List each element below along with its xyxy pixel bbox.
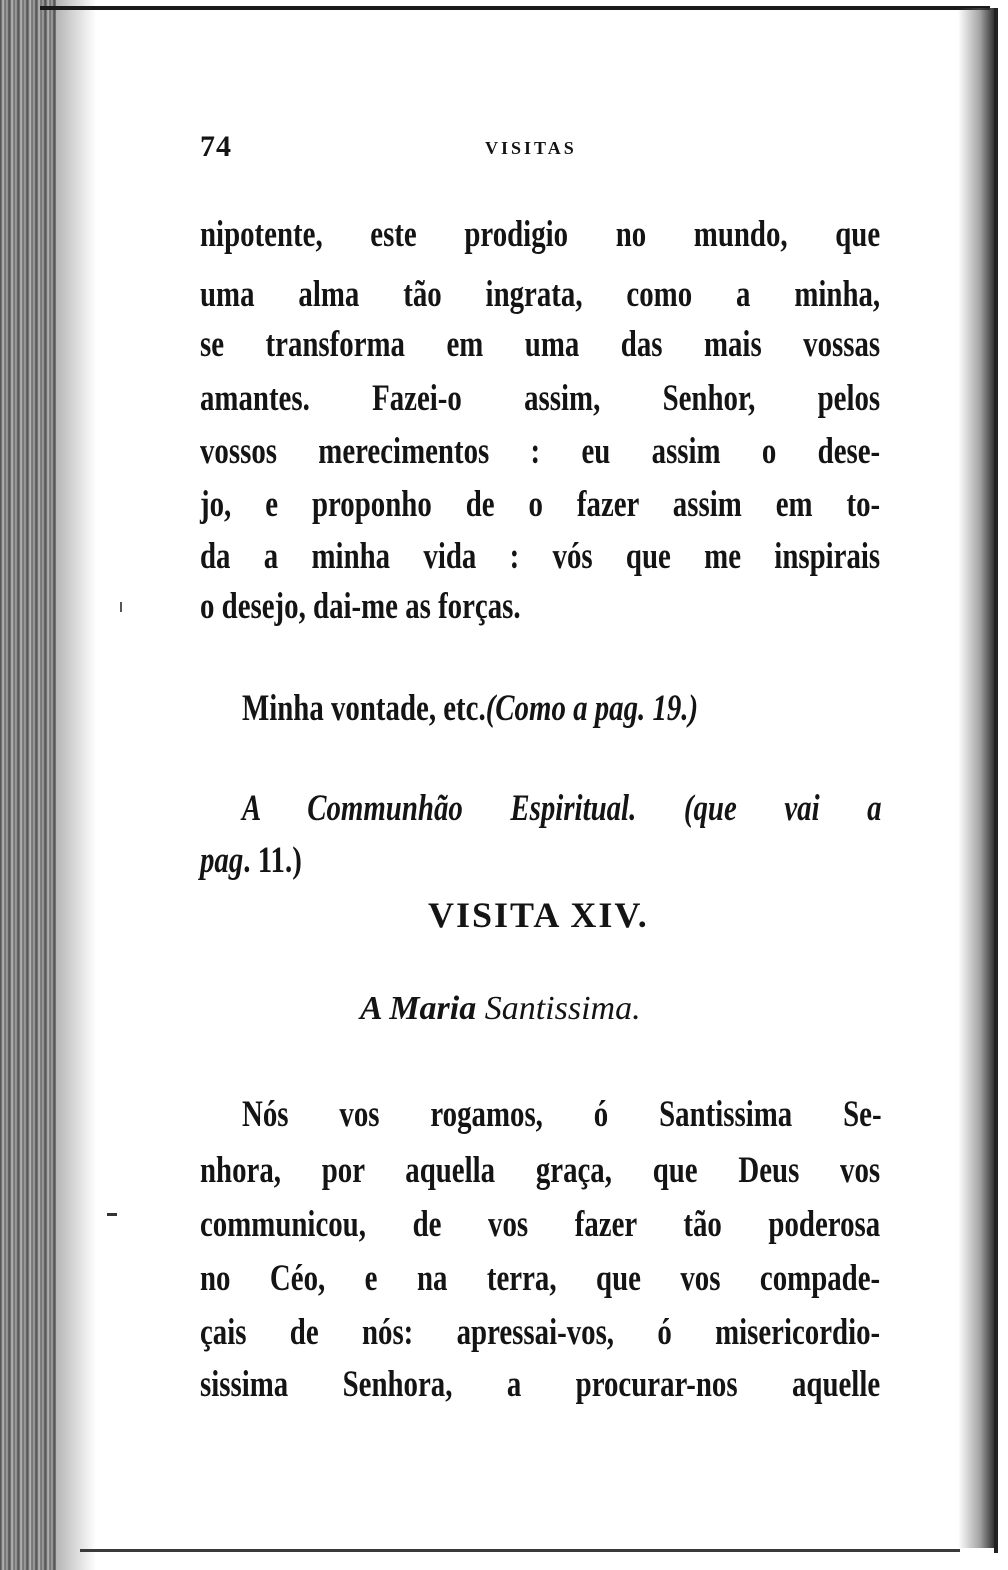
body-line: vossos merecimentos : eu assim o dese- [200,431,881,472]
prayer-line: no Céo, e na terra, que vos compade- [200,1258,881,1299]
prayer-line: çais de nós: apressai-vos, ó misericordio- [200,1312,881,1353]
body-line: jo, e proponho de o fazer assim em to- [200,484,881,525]
communhao-ref: . 11.) [243,840,302,881]
body-line: o desejo, dai-me as forças. [200,586,521,627]
communhao-pag: pag [200,840,244,881]
prayer-line: sissima Senhora, a procurar-nos aquelle [200,1364,881,1405]
communhao-line: A Communhão Espiritual. (que vai a [242,788,882,829]
visita-title: VISITA XIV. [428,895,649,935]
visita-subtitle [360,990,641,1028]
minha-vontade-ref: (Como a pag. 19.) [485,688,699,729]
subtitle-santissima: Santissima. [484,990,641,1027]
right-edge-line [994,8,998,1553]
bottom-edge-line [80,1549,960,1552]
running-head: VISITAS [485,138,577,158]
margin-mark [107,1213,117,1216]
subtitle-maria: Maria [389,990,477,1027]
communhao-line-2 [200,842,880,879]
prayer-line: communicou, de vos fazer tão poderosa [200,1204,881,1245]
book-gutter-shadow [0,0,56,1570]
subtitle-a: A [360,990,381,1027]
top-edge-line [40,6,990,10]
body-line: amantes. Fazei-o assim, Senhor, pelos [200,378,881,419]
gutter-fade [56,0,96,1570]
page-content [200,130,882,1405]
body-line: se transforma em uma das mais vossas [200,324,881,365]
body-line: da a minha vida : vós que me inspirais [200,536,881,577]
prayer-line: nhora, por aquella graça, que Deus vos [200,1150,881,1191]
right-edge-shadow [958,8,994,1548]
minha-vontade-text: Minha vontade, etc. [242,688,486,729]
body-line: nipotente, este prodigio no mundo, que [200,214,881,255]
minha-vontade-line [242,690,882,727]
prayer-line: Nós vos rogamos, ó Santissima Se- [242,1094,882,1135]
page-number: 74 [200,130,232,163]
margin-tick [120,602,122,612]
page-header [200,130,880,170]
body-line: uma alma tão ingrata, como a minha, [200,274,881,315]
